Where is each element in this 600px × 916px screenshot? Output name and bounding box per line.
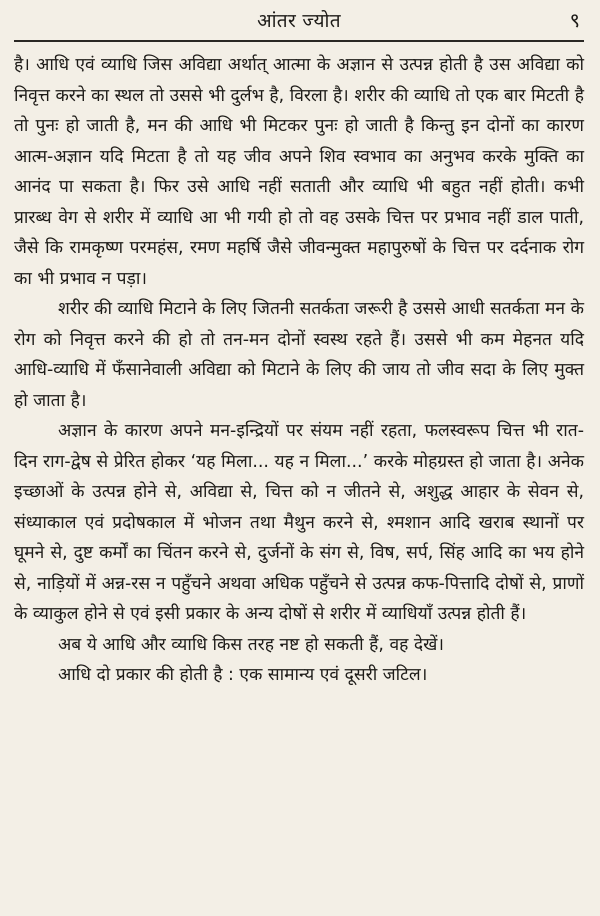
- paragraph-2: शरीर की व्याधि मिटाने के लिए जितनी सतर्कता जरूरी है उससे आधी सतर्कता मन के रोग को निवृत्त करने की हो तो तन-मन दोनों स्वस्थ रहते हैं। उससे भी कम मेहनत यदि आधि-व्याधि में फँसानेवाली अविद्या को मिटाने के लिए की जाय तो जीव सदा के लिए मुक्त हो जाता है।: [14, 299, 584, 411]
- page-number: ९: [569, 8, 580, 32]
- paragraph-1: है। आधि एवं व्याधि जिस अविद्या अर्थात् आत्मा के अज्ञान से उत्पन्न होती है उस अविद्या को निवृत्त करने का स्थल तो उससे भी दुर्लभ है, विरला है। शरीर की व्याधि तो एक बार मिटती है तो पुनः हो जाती है, मन की आधि भी मिटकर पुनः हो जाती है किन्तु इन दोनों का कारण आत्म-अज्ञान यदि मिटता है तो यह जीव अपने शिव स्वभाव का अनुभव करके मुक्ति का आनंद पा सकता है। फिर उसे आधि नहीं सताती और व्याधि भी बहुत नहीं होती। कभी प्रारब्ध वेग से शरीर में व्याधि आ भी गयी हो तो वह उसके चित्त पर प्रभाव नहीं डाल पाती, जैसे कि रामकृष्ण परमहंस, रमण महर्षि जैसे जीवन्मुक्त महापुरुषों के चित्त पर दर्दनाक रोग का भी प्रभाव न पड़ा।: [14, 55, 584, 289]
- paragraph-3: अज्ञान के कारण अपने मन-इन्द्रियों पर संयम नहीं रहता, फलस्वरूप चित्त भी रात-दिन राग-द्वेष से प्रेरित होकर ‘यह मिला... यह न मिला...’ करके मोहग्रस्त हो जाता है। अनेक इच्छाओं के उत्पन्न होने से, अविद्या से, चित्त को न जीतने से, अशुद्ध आहार के सेवन से, संध्याकाल एवं प्रदोषकाल में भोजन तथा मैथुन करने से, श्मशान आदि खराब स्थानों पर घूमने से, दुष्ट कर्मों का चिंतन करने से, दुर्जनों के संग से, विष, सर्प, सिंह आदि का भय होने से, नाड़ियों में अन्न-रस न पहुँचने अथवा अधिक पहुँचने से उत्पन्न कफ-पित्तादि दोषों से, प्राणों के व्याकुल होने से एवं इसी प्रकार के अन्य दोषों से शरीर में व्याधियाँ उत्पन्न होती हैं।: [14, 421, 584, 624]
- paragraph-4: अब ये आधि और व्याधि किस तरह नष्ट हो सकती हैं, वह देखें।: [58, 634, 444, 655]
- header-title: आंतर ज्योत: [257, 10, 341, 32]
- paragraph-5: आधि दो प्रकार की होती है : एक सामान्य एवं दूसरी जटिल।: [58, 665, 428, 685]
- body-text: [14, 50, 584, 691]
- running-header: [14, 0, 584, 42]
